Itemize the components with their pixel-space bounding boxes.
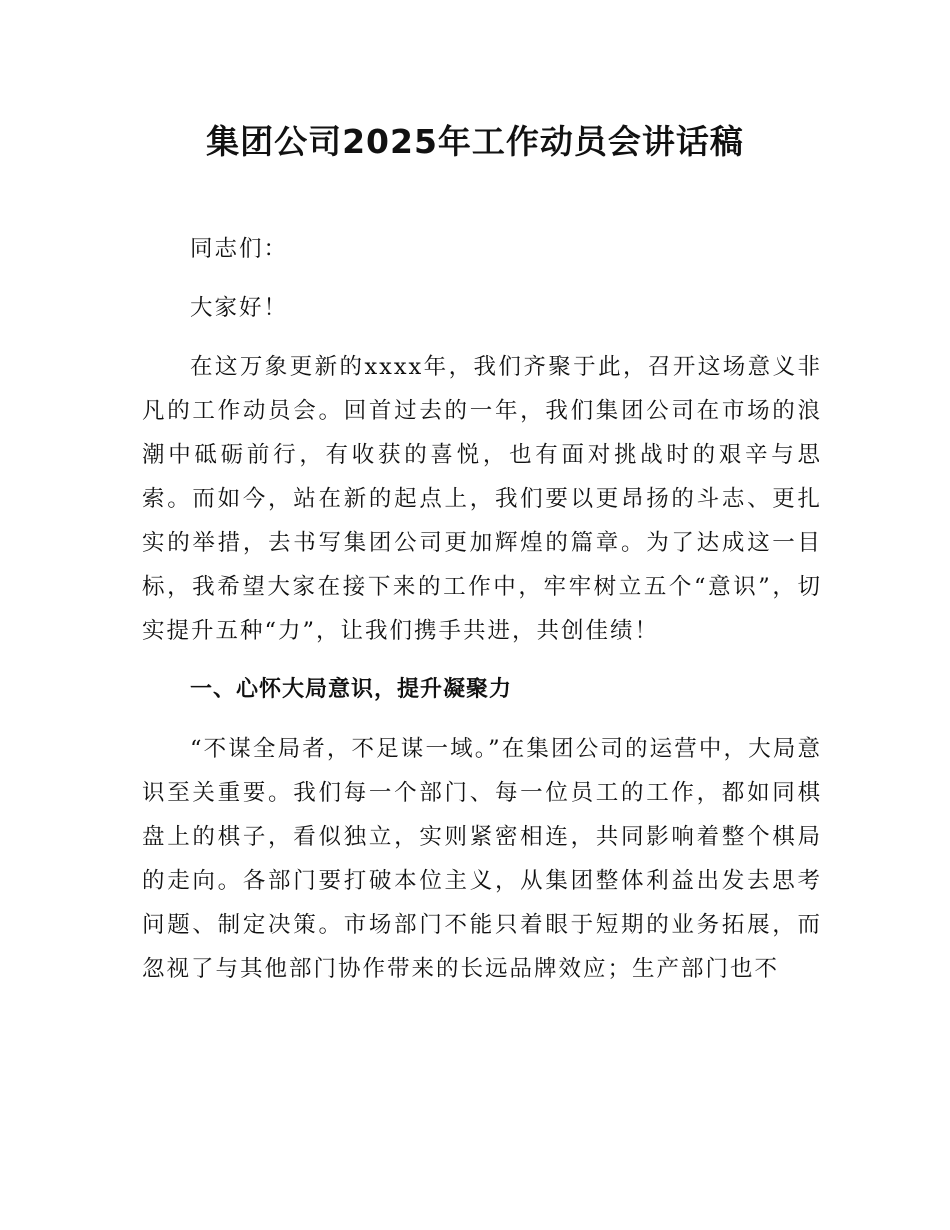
greeting: 大家好！ xyxy=(190,295,289,321)
section-paragraph: “不谋全局者，不足谋一域。”在集团公司的运营中，大局意识至关重要。我们每一个部门、每一位员工的工作，都如同棋盘上的棋子，看似独立，实则紧密相连，共同影响着整个棋局的走向。各部门要打破本位主义，从集团整体利益出发去思考问题、制定决策。市场部门不能只着眼于短期的业务拓展，而忽视了与其他部门协作带来的长远品牌效应；生产部门也不 xyxy=(142,736,822,982)
paragraph-spacer xyxy=(142,712,822,727)
paragraph-spacer xyxy=(142,271,822,286)
paragraph-spacer xyxy=(142,653,822,668)
document-title: 集团公司2025年工作动员会讲话稿 xyxy=(206,122,744,161)
salutation: 同志们： xyxy=(190,236,289,262)
document-body xyxy=(142,227,822,991)
section-heading: 一、心怀大局意识，提升凝聚力 xyxy=(190,677,513,702)
paragraph-spacer xyxy=(142,330,822,345)
intro-paragraph: 在这万象更新的xxxx年，我们齐聚于此，召开这场意义非凡的工作动员会。回首过去的一年，我们集团公司在市场的浪潮中砥砺前行，有收获的喜悦，也有面对挑战时的艰辛与思索。而如今，站在新的起点上，我们要以更昂扬的斗志、更扎实的举措，去书写集团公司更加辉煌的篇章。为了达成这一目标，我希望大家在接下来的工作中，牢牢树立五个“意识”，切实提升五种“力”，让我们携手共进，共创佳绩！ xyxy=(142,354,822,644)
